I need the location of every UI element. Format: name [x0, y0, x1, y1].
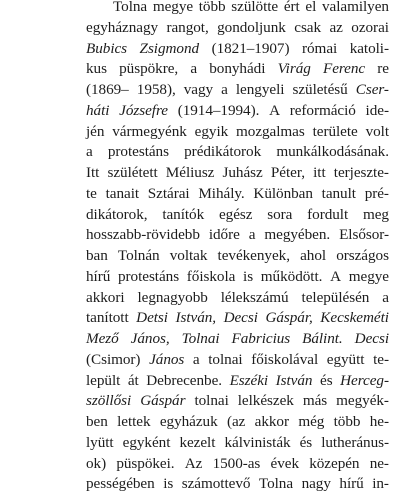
word: Itt — [86, 164, 100, 181]
italic-word: Gáspár, — [265, 309, 313, 327]
word: (az — [226, 413, 246, 430]
word: csak — [294, 18, 322, 36]
word: lélekszámú — [220, 288, 289, 306]
word: A — [269, 101, 280, 119]
word: pré- — [364, 184, 389, 202]
italic-word: Decsi — [223, 309, 258, 327]
word: is — [163, 475, 174, 493]
word: ozorai — [351, 18, 389, 36]
italic-word: Herceg- — [340, 371, 389, 389]
italic-word: Detsi — [136, 309, 168, 327]
word: több — [333, 413, 361, 430]
text-line — [86, 267, 389, 288]
text-line — [86, 80, 389, 101]
word: kezelt — [179, 433, 216, 451]
word: akkori — [86, 288, 125, 306]
word: püspökei. — [116, 454, 175, 472]
word: lengyeli — [235, 81, 285, 98]
word: hírű — [339, 475, 364, 493]
word: lyütt — [86, 433, 114, 451]
word: pességében — [86, 475, 155, 493]
word: munkálkodásának. — [276, 143, 389, 161]
word: együtt — [326, 350, 365, 368]
word: legnagyobb — [137, 288, 208, 306]
word: sora — [267, 205, 293, 223]
word: megyében. — [264, 226, 331, 244]
word: ahol — [300, 247, 327, 264]
word: főiskola — [186, 267, 236, 285]
word: (1821–1907) — [211, 39, 290, 57]
text-line — [86, 288, 389, 309]
word: valamilyen — [321, 0, 389, 15]
text-line — [86, 246, 389, 267]
text-line — [86, 142, 389, 163]
word: Tolna — [113, 0, 148, 15]
text-line — [86, 225, 389, 246]
italic-word: Fabricius — [231, 330, 291, 347]
word: in- — [372, 475, 389, 493]
italic-word: Virág — [277, 60, 311, 78]
word: egész — [218, 205, 253, 223]
word: egyházuk — [159, 413, 218, 430]
italic-word: János — [149, 350, 185, 368]
word: akkor — [254, 413, 289, 430]
italic-word: István — [275, 371, 313, 389]
text-line — [86, 329, 389, 350]
text-column — [86, 0, 389, 495]
word: egyik — [194, 122, 229, 140]
word: itt — [313, 164, 326, 181]
word: lelkészek — [237, 392, 294, 410]
italic-word: Tolnai — [181, 330, 220, 347]
italic-word: János, — [130, 330, 170, 347]
word: tanult — [321, 184, 356, 202]
italic-word: Bálint. — [302, 330, 343, 347]
word: voltak — [169, 247, 208, 264]
word: te- — [373, 350, 389, 368]
word: re — [377, 60, 389, 78]
word: katoli- — [349, 39, 389, 57]
word: más — [302, 392, 328, 410]
word: születésű — [292, 81, 348, 98]
text-line — [86, 0, 389, 18]
word: 1958), — [136, 81, 176, 98]
word: megye — [152, 0, 194, 15]
word: országos — [336, 247, 389, 264]
word: szülötte — [231, 0, 279, 15]
text-line — [86, 308, 389, 329]
word: Debrecenbe. — [146, 371, 223, 389]
text-line — [86, 122, 389, 143]
word: számottevő — [181, 475, 251, 493]
text-line — [86, 39, 389, 60]
word: ért — [283, 0, 300, 15]
word: ban — [86, 247, 108, 264]
word: protestáns — [107, 143, 169, 161]
italic-word: Gáspár — [140, 392, 186, 410]
word: lettek — [117, 413, 151, 430]
word: Péter, — [270, 164, 305, 181]
word: megye — [348, 267, 389, 285]
word: he- — [369, 413, 389, 430]
text-line — [86, 412, 389, 433]
word: főiskolával — [251, 350, 319, 368]
word: meg — [362, 205, 389, 223]
word: ben — [86, 413, 108, 430]
italic-word: Eszéki — [229, 371, 269, 389]
italic-word: háti — [86, 101, 110, 119]
word: hírű — [86, 267, 111, 285]
word: és — [299, 433, 313, 451]
italic-word: Zsigmond — [139, 39, 200, 57]
word: a — [248, 226, 256, 244]
word: időre — [208, 226, 240, 244]
word: vármegyénk — [112, 122, 187, 140]
word: el — [305, 0, 317, 15]
word: kus — [86, 60, 107, 78]
word: prédikátorok — [184, 143, 262, 161]
text-line — [86, 59, 389, 80]
word: (Csimor) — [86, 350, 141, 368]
word: még — [298, 413, 325, 430]
text-line — [86, 371, 389, 392]
word: működött. — [260, 267, 323, 285]
word: Az — [184, 454, 203, 472]
word: tanítók — [162, 205, 205, 223]
word: Különban — [253, 184, 313, 202]
word: (1914–1994). — [177, 101, 260, 119]
word: püspökre, — [119, 60, 179, 78]
italic-word: Decsi — [354, 330, 389, 347]
word: jén — [86, 122, 105, 140]
word: ne- — [369, 454, 389, 472]
text-line — [86, 454, 389, 475]
word: Elsősor- — [339, 226, 389, 244]
text-line — [86, 205, 389, 226]
word: a — [190, 60, 198, 78]
word: protestáns — [117, 267, 180, 285]
text-line — [86, 101, 389, 122]
word: tevékenyek, — [217, 247, 290, 264]
word: terjeszte- — [333, 164, 389, 181]
word: Tolna — [258, 475, 294, 493]
word: a — [192, 350, 200, 368]
text-line — [86, 163, 389, 184]
word: és — [320, 371, 333, 389]
text-line — [86, 474, 389, 495]
word: fordult — [307, 205, 349, 223]
word: dikátorok, — [86, 205, 148, 223]
word: A — [330, 267, 342, 285]
word: ide- — [365, 101, 389, 119]
word: megyék- — [336, 392, 389, 410]
word: a — [221, 81, 228, 98]
word: Juhász — [222, 164, 263, 181]
word: ok) — [86, 454, 107, 472]
word: kálvinisták — [224, 433, 291, 451]
word: bonyhádi — [209, 60, 266, 78]
word: évek — [270, 454, 299, 472]
word: 1500-as — [212, 454, 261, 472]
word: tanait — [105, 184, 140, 202]
word: volt — [365, 122, 389, 140]
word: római — [302, 39, 338, 57]
word: Tolnán — [117, 247, 160, 264]
italic-word: Józsefre — [119, 101, 168, 119]
word: egyként — [122, 433, 171, 451]
word: hosszabb-rövidebb — [86, 226, 200, 244]
word: az — [329, 18, 343, 36]
word: a — [382, 288, 389, 306]
word: közepén — [309, 454, 360, 472]
text-line — [86, 184, 389, 205]
word: Méliusz — [165, 164, 215, 181]
text-line — [86, 350, 389, 371]
word: te — [86, 184, 97, 202]
italic-word: szöllősi — [86, 392, 132, 410]
word: a — [86, 143, 93, 161]
text-line — [86, 433, 389, 454]
word: szülétett — [107, 164, 158, 181]
word: reformáció — [289, 101, 356, 119]
italic-word: Mező — [86, 330, 119, 347]
word: nagy — [301, 475, 331, 493]
word: is — [243, 267, 254, 285]
word: (1869– — [86, 81, 129, 98]
text-line — [86, 391, 389, 412]
word: területe — [312, 122, 358, 140]
word: tolnai — [208, 350, 243, 368]
word: tolnai — [194, 392, 229, 410]
word: vagy — [183, 81, 214, 98]
word: több — [198, 0, 226, 15]
word: lepült — [86, 371, 121, 389]
word: át — [127, 371, 139, 389]
italic-word: Bubics — [86, 39, 128, 57]
word: gondoljunk — [217, 18, 286, 36]
word: Sztárai — [147, 184, 190, 202]
word: rangot, — [166, 18, 209, 36]
word: településén — [301, 288, 370, 306]
italic-word: Ferenc — [322, 60, 366, 78]
italic-word: István, — [175, 309, 217, 327]
italic-word: Kecskeméti — [320, 309, 389, 327]
word: mozgalmas — [236, 122, 305, 140]
word: lutheránus- — [321, 433, 389, 451]
italic-word: Cser- — [355, 81, 389, 98]
word: Mihály. — [198, 184, 245, 202]
word: egyháznagy — [86, 18, 159, 36]
text-line — [86, 18, 389, 39]
word: tanított — [86, 309, 129, 327]
